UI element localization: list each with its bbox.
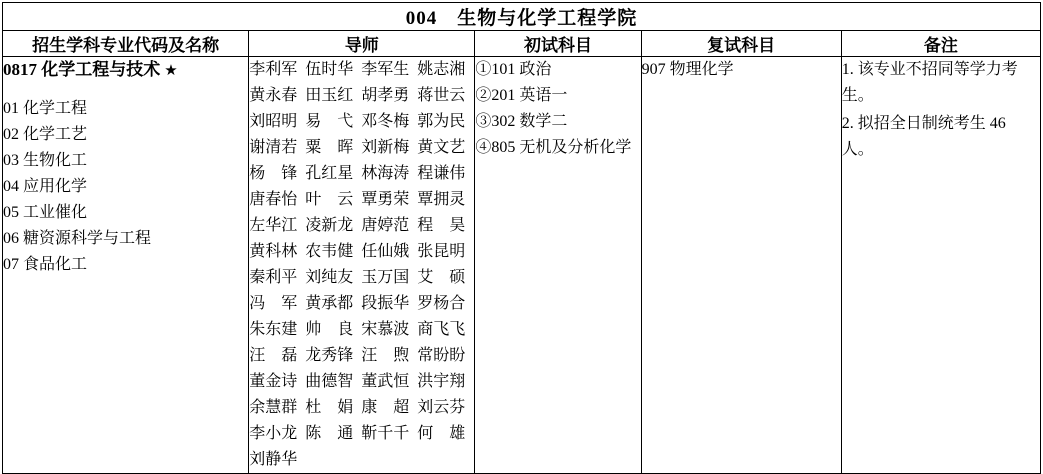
advisor-row: [249, 187, 474, 213]
advisor-name: 龙秀锋: [305, 347, 354, 364]
list-item: 03 生物化工: [3, 152, 88, 169]
advisor-row: [249, 135, 474, 161]
major-code-line: [3, 57, 248, 84]
advisor-name: 康 超: [361, 399, 410, 416]
advisor-name: 张昆明: [417, 243, 466, 260]
advisor-name: 郭为民: [417, 113, 466, 130]
advisor-row: [249, 421, 474, 447]
list-item: ③302 数学二: [475, 113, 568, 130]
advisor-name: 唐婷范: [361, 217, 410, 234]
advisor-name: 林海涛: [361, 165, 410, 182]
advisor-row: [249, 369, 474, 395]
advisor-name: 秦利平: [249, 269, 298, 286]
column-header-retest: 复试科目: [641, 31, 841, 57]
advisor-name: 黄文艺: [417, 139, 466, 156]
advisor-name: 段振华: [361, 295, 410, 312]
advisor-name: 靳千千: [361, 425, 410, 442]
advisor-row: [249, 57, 474, 83]
advisor-name: 姚志湘: [417, 61, 466, 78]
advisor-name: 谢清若: [249, 139, 298, 156]
column-header-advisor: 导师: [249, 31, 475, 57]
list-item: 06 糖资源科学与工程: [3, 230, 152, 247]
advisor-name: 刘新梅: [361, 139, 410, 156]
advisor-name: 黄永春: [249, 87, 298, 104]
advisor-row: [249, 317, 474, 343]
list-item: 02 化学工艺: [3, 126, 88, 143]
advisor-name: 程谦伟: [417, 165, 466, 182]
spacer: [3, 84, 248, 96]
advisor-name: 商飞飞: [417, 321, 466, 338]
list-item: 907 物理化学: [641, 61, 734, 78]
advisor-name: 易 弋: [305, 113, 354, 130]
advisor-name: 宋慕波: [361, 321, 410, 338]
advisor-name: 曲德智: [305, 373, 354, 390]
advisor-name: 李军生: [361, 61, 410, 78]
list-item: ④805 无机及分析化学: [475, 139, 632, 156]
advisor-row: [249, 291, 474, 317]
advisor-name: 李利军: [249, 61, 298, 78]
column-header-note: 备注: [841, 31, 1040, 57]
advisor-name: 帅 良: [305, 321, 354, 338]
advisor-name: 程 昊: [417, 217, 466, 234]
advisor-name: 董金诗: [249, 373, 298, 390]
advisor-name: 田玉红: [305, 87, 354, 104]
table-title-row: [3, 3, 1041, 31]
advisor-name: 任仙娥: [361, 243, 410, 260]
advisor-name: 罗杨合: [417, 295, 466, 312]
column-header-major: 招生学科专业代码及名称: [3, 31, 249, 57]
list-item: 05 工业催化: [3, 204, 88, 221]
advisor-row: [249, 343, 474, 369]
table-row: [3, 57, 1041, 474]
advisor-name: 玉万国: [361, 269, 410, 286]
advisor-name: 叶 云: [305, 191, 354, 208]
advisor-name: 常盼盼: [417, 347, 466, 364]
advisor-row: [249, 239, 474, 265]
major-cell: [3, 57, 249, 474]
advisor-name: 覃勇荣: [361, 191, 410, 208]
advisor-name: 陈 通: [305, 425, 354, 442]
advisor-name: 邓冬梅: [361, 113, 410, 130]
advisor-name: 孔红星: [305, 165, 354, 182]
advisor-name: 董武恒: [361, 373, 410, 390]
advisor-name: 胡孝勇: [361, 87, 410, 104]
major-code-name: 0817 化学工程与技术: [3, 60, 161, 79]
advisor-name: 黄科林: [249, 243, 298, 260]
advisor-name: 农韦健: [305, 243, 354, 260]
advisor-row: [249, 161, 474, 187]
advisor-name: 汪 磊: [249, 347, 298, 364]
advisor-name: 汪 煦: [361, 347, 410, 364]
table-header-row: [3, 31, 1041, 57]
advisor-name: 刘静华: [249, 451, 298, 468]
list-item: 04 应用化学: [3, 178, 88, 195]
page: [0, 2, 1043, 468]
advisor-name: 刘昭明: [249, 113, 298, 130]
advisor-name: 左华江: [249, 217, 298, 234]
advisor-row: [249, 447, 474, 473]
advisor-row: [249, 395, 474, 421]
advisor-row: [249, 109, 474, 135]
advisor-row: [249, 265, 474, 291]
column-header-first-exam: 初试科目: [475, 31, 641, 57]
list-item: ②201 英语一: [475, 87, 568, 104]
advisor-row: [249, 213, 474, 239]
advisor-name: 李小龙: [249, 425, 298, 442]
advisor-name: 艾 硕: [417, 269, 466, 286]
advisor-name: 覃拥灵: [417, 191, 466, 208]
admission-table: [2, 2, 1041, 474]
first-exam-cell: [475, 57, 641, 474]
advisor-name: 杜 娟: [305, 399, 354, 416]
advisor-name: 朱东建: [249, 321, 298, 338]
advisor-name: 刘云芬: [417, 399, 466, 416]
advisor-name: 蒋世云: [417, 87, 466, 104]
list-item: 1. 该专业不招同等学力考生。: [841, 61, 1018, 104]
page-title: 004 生物与化学工程学院: [3, 3, 1041, 31]
advisor-name: 伍时华: [305, 61, 354, 78]
retest-cell: [641, 57, 841, 474]
star-icon: ★: [164, 63, 178, 79]
list-item: 01 化学工程: [3, 100, 88, 117]
note-cell: [841, 57, 1040, 474]
advisor-name: 唐春怡: [249, 191, 298, 208]
advisor-name: 凌新龙: [305, 217, 354, 234]
list-item: 07 食品化工: [3, 256, 88, 273]
advisor-name: 粟 晖: [305, 139, 354, 156]
advisor-row: [249, 83, 474, 109]
advisor-name: 黄承都: [305, 295, 354, 312]
advisor-name: 杨 锋: [249, 165, 298, 182]
list-item: ①101 政治: [475, 61, 552, 78]
list-item: 2. 拟招全日制统考生 46 人。: [841, 115, 1006, 158]
advisor-name: 余慧群: [249, 399, 298, 416]
advisor-name: 冯 军: [249, 295, 298, 312]
advisor-name: 洪宇翔: [417, 373, 466, 390]
advisor-cell: [249, 57, 475, 474]
advisor-name: 何 雄: [417, 425, 466, 442]
advisor-name: 刘纯友: [305, 269, 354, 286]
